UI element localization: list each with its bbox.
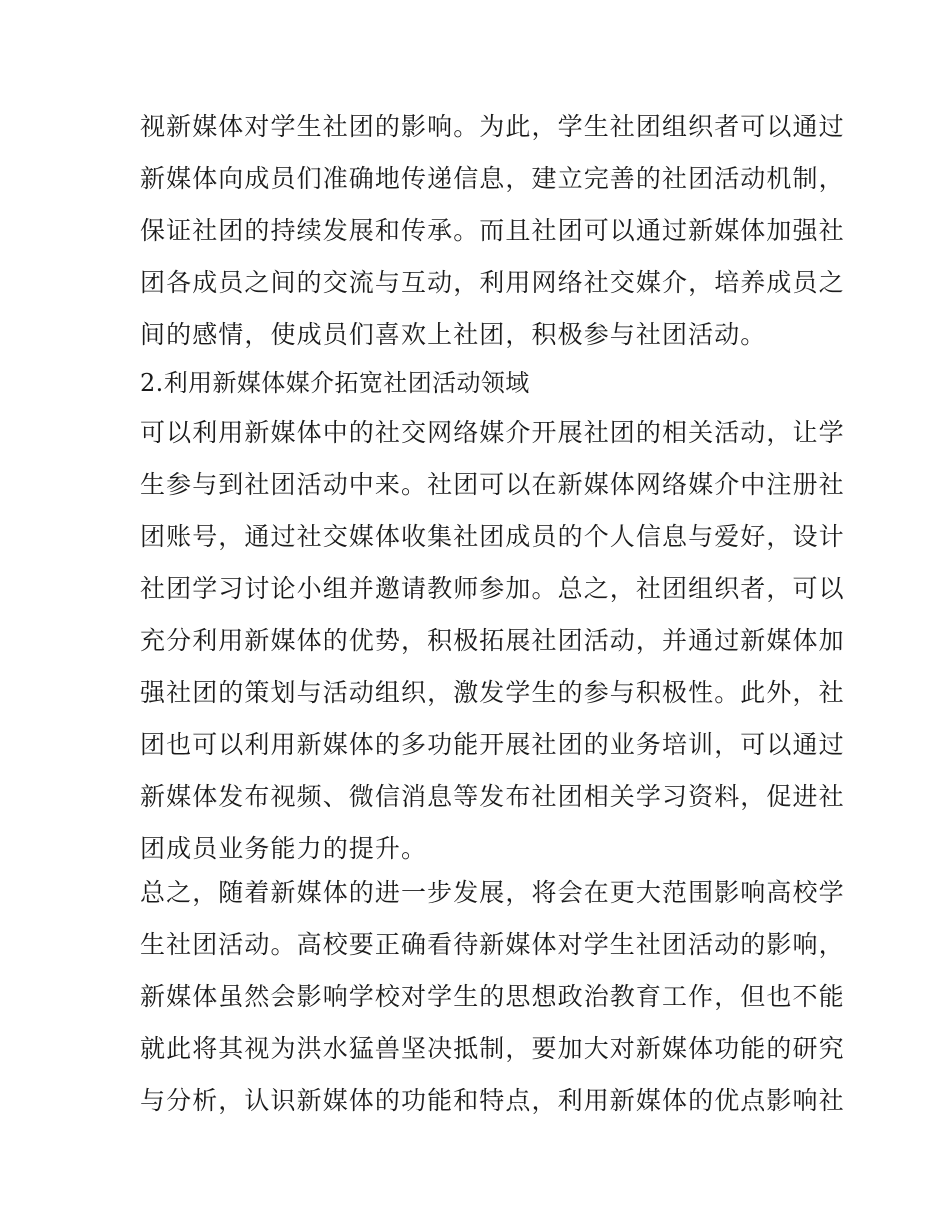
paragraph-line: 总之，随着新媒体的进一步发展，将会在更大范围影响高校学 [140, 878, 845, 907]
paragraph-line: 与分析，认识新媒体的功能和特点，利用新媒体的优点影响社 [140, 1086, 845, 1115]
paragraph-line: 保证社团的持续发展和传承。而且社团可以通过新媒体加强社 [140, 216, 845, 245]
paragraph-line: 间的感情，使成员们喜欢上社团，积极参与社团活动。 [140, 320, 767, 349]
paragraph-line: 新媒体虽然会影响学校对学生的思想政治教育工作，但也不能 [140, 982, 845, 1011]
paragraph-line: 生社团活动。高校要正确看待新媒体对学生社团活动的影响， [140, 930, 845, 959]
paragraph-line: 团各成员之间的交流与互动，利用网络社交媒介，培养成员之 [140, 268, 845, 297]
paragraph-line: 充分利用新媒体的优势，积极拓展社团活动，并通过新媒体加 [140, 626, 845, 655]
paragraph-line: 新媒体发布视频、微信消息等发布社团相关学习资料，促进社 [140, 782, 845, 811]
paragraph-line: 可以利用新媒体中的社交网络媒介开展社团的相关活动，让学 [140, 418, 845, 447]
paragraph-line: 视新媒体对学生社团的影响。为此，学生社团组织者可以通过 [140, 112, 845, 141]
paragraph-line: 团也可以利用新媒体的多功能开展社团的业务培训，可以通过 [140, 730, 845, 759]
paragraph-line: 生参与到社团活动中来。社团可以在新媒体网络媒介中注册社 [140, 470, 845, 499]
paragraph-line: 新媒体向成员们准确地传递信息，建立完善的社团活动机制， [140, 164, 845, 193]
paragraph-line: 社团学习讨论小组并邀请教师参加。总之，社团组织者，可以 [140, 574, 845, 603]
paragraph-line: 团成员业务能力的提升。 [140, 834, 428, 863]
paragraph-line: 团账号，通过社交媒体收集社团成员的个人信息与爱好，设计 [140, 522, 845, 551]
section-heading: 2.利用新媒体媒介拓宽社团活动领域 [140, 369, 530, 397]
paragraph-line: 就此将其视为洪水猛兽坚决抵制，要加大对新媒体功能的研究 [140, 1034, 845, 1063]
paragraph-line: 强社团的策划与活动组织，激发学生的参与积极性。此外，社 [140, 678, 845, 707]
